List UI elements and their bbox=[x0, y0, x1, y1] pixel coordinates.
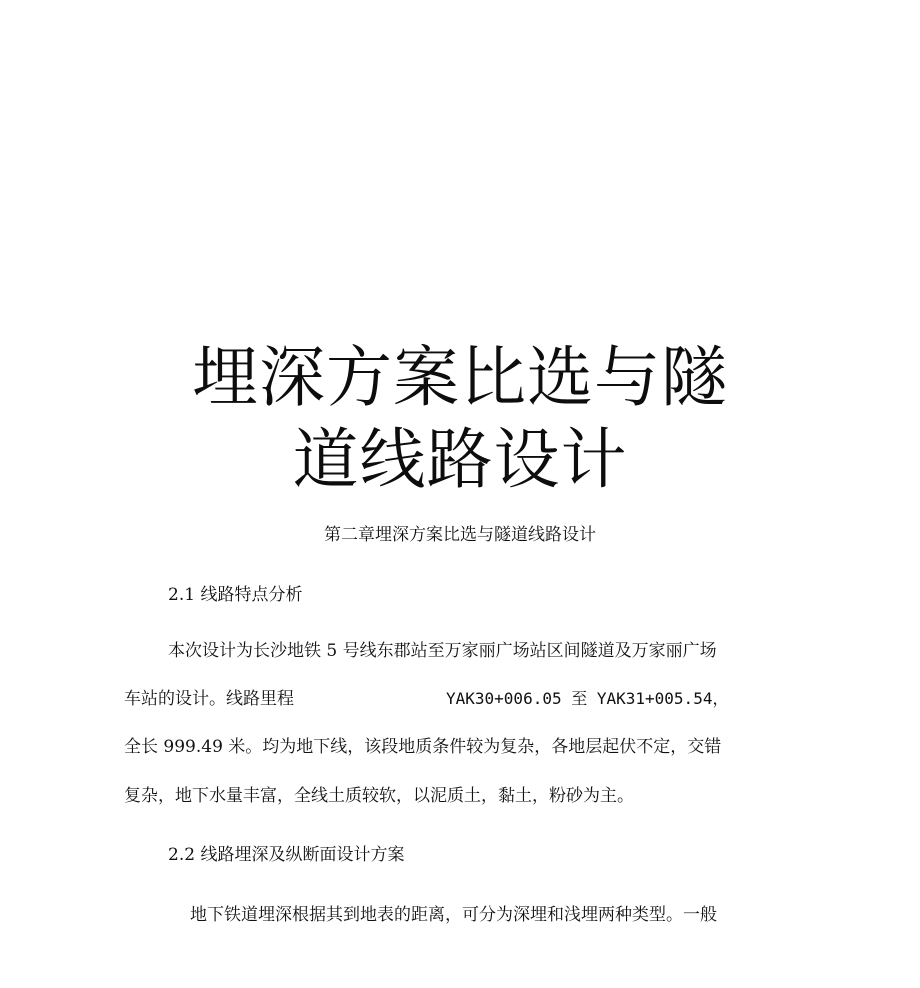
section-heading-2-2: 2.2 线路埋深及纵断面设计方案 bbox=[168, 845, 405, 865]
chapter-subtitle: 第二章埋深方案比选与隧道线路设计 bbox=[324, 525, 596, 545]
paragraph-2-1-line-2-start: 车站的设计。线路里程 bbox=[124, 689, 294, 709]
paragraph-2-2-line-1: 地下铁道埋深根据其到地表的距离，可分为深埋和浅埋两种类型。一般 bbox=[190, 905, 717, 925]
section-heading-2-1: 2.1 线路特点分析 bbox=[168, 585, 303, 605]
paragraph-2-1-line-2-mileage: YAK30+006.05 至 YAK31+005.54， bbox=[446, 689, 729, 708]
document-title-line-2: 道线路设计 bbox=[292, 421, 628, 498]
paragraph-2-1-line-4: 复杂，地下水量丰富，全线土质较软，以泥质土，黏土，粉砂为主。 bbox=[124, 786, 634, 806]
paragraph-2-1-line-3: 全长 999.49 米。均为地下线，该段地质条件较为复杂，各地层起伏不定，交错 bbox=[124, 737, 722, 757]
document-title-line-1: 埋深方案比选与隧 bbox=[192, 339, 728, 416]
paragraph-2-1-line-1: 本次设计为长沙地铁 5 号线东郡站至万家丽广场站区间隧道及万家丽广场 bbox=[168, 641, 717, 661]
